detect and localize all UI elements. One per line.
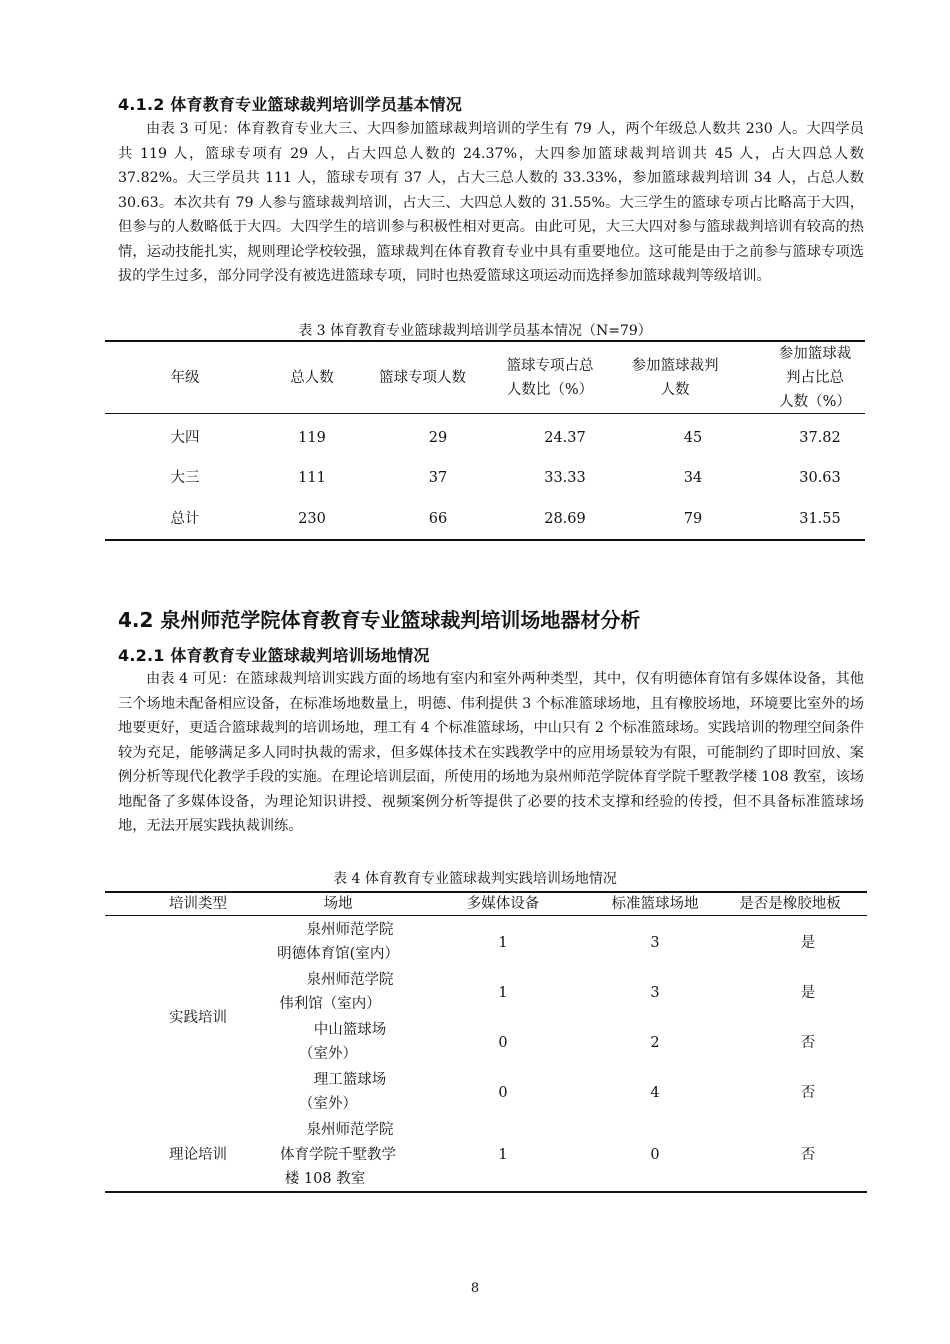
table4-row5-venue-line1: 泉州师范学院 [306, 1122, 394, 1138]
table3-header-joined-pct-line2: 判占比总 [786, 370, 844, 386]
table3-header-joined-line1: 参加篮球裁判 [631, 358, 719, 374]
table4-row3-multimedia: 0 [498, 1035, 508, 1051]
table3-row2-grade: 大三 [170, 470, 200, 486]
table4-row5-courts: 0 [650, 1147, 660, 1163]
section-heading-4-1-2: 4.1.2 体育教育专业篮球裁判培训学员基本情况 [118, 95, 462, 114]
table4-row2-rubber: 是 [800, 985, 816, 1001]
table4-row1-multimedia: 1 [498, 935, 508, 951]
table3-header-total: 总人数 [290, 370, 334, 386]
table3-row2-total: 111 [298, 470, 326, 486]
table3-header-special: 篮球专项人数 [379, 370, 466, 386]
table4-row4-multimedia: 0 [498, 1085, 508, 1101]
table4-row5-rubber: 否 [800, 1147, 816, 1163]
section-heading-4-2: 4.2 泉州师范学院体育教育专业篮球裁判培训场地器材分析 [118, 608, 641, 632]
table4-row4-courts: 4 [650, 1085, 660, 1101]
table3-row1-grade: 大四 [170, 430, 200, 446]
table4-row5-venue-line2: 体育学院千墅教学 [280, 1147, 396, 1163]
table4-header-multimedia: 多媒体设备 [466, 896, 540, 912]
section-4-1-2-paragraph: 由表 3 可见：体育教育专业大三、大四参加篮球裁判培训的学生有 79 人，两个年级总人数共 230 人。大四学员共 119 人，篮球专项有 29 人，占大四总人数的 24.37%，大四参加篮球裁判培训共 45 人，占大四总人数 37.82%。大三学员共 111 人，篮球专项有 37 人，占大三总人数的 33.33%，参加篮球裁判培训 34 人，占总人数 30.63。本次共有 79 人参与篮球裁判培训，占大三、大四总人数的 31.55%。大三学生的篮球专项占比略高于大四，但参与的人数略低于大四。大四学生的培训参与积极性相对更高。由此可见，大三大四对参与篮球裁判培训有较高的热情，运动技能扎实，规则理论学校较强，篮球裁判在体育教育专业中具有重要地位。这可能是由于之前参与篮球专项选拔的学生过多，部分同学没有被选进篮球专项，同时也热爱篮球这项运动而选择参加篮球裁判等级培训。 [118, 121, 864, 284]
table3-row3-special-pct: 28.69 [544, 511, 586, 527]
table4-row4-venue-line2: （室外） [299, 1096, 357, 1112]
table3-row3-joined: 79 [683, 511, 703, 527]
table4-row4-rubber: 否 [800, 1085, 816, 1101]
table3-header-joined-line2: 人数 [660, 382, 690, 398]
table3-header-joined-pct-line3: 人数（%） [779, 394, 851, 410]
table3-header-special-pct-line2: 人数比（%） [506, 382, 594, 398]
table4-type-practice: 实践培训 [169, 1010, 227, 1026]
table4-row3-courts: 2 [650, 1035, 660, 1051]
table3-row3-total: 230 [298, 511, 326, 527]
section-4-2-1-paragraph: 由表 4 可见：在篮球裁判培训实践方面的场地有室内和室外两种类型，其中，仅有明德体育馆有多媒体设备，其他三个场地未配备相应设备，在标准场地数量上，明德、伟利提供 3 个标准篮球场地，且有橡胶场地，环境要比室外的场地要更好，更适合篮球裁判的培训场地，理工有 4 个标准篮球场，中山只有 2 个标准篮球场。实践培训的物理空间条件较为充足，能够满足多人同时执裁的需求，但多媒体技术在实践教学中的应用场景较为有限，可能制约了即时回放、案例分析等现代化教学手段的实施。在理论培训层面，所使用的场地为泉州师范学院体育学院千墅教学楼 108 教室，该场地配备了多媒体设备，为理论知识讲授、视频案例分析等提供了必要的技术支撑和经验的传授，但不具备标准篮球场地，无法开展实践执裁训练。 [118, 671, 864, 834]
table4-row3-venue-line2: （室外） [299, 1046, 357, 1062]
table4-row2-courts: 3 [650, 985, 660, 1001]
table4-header-rubber: 是否是橡胶地板 [739, 896, 841, 912]
table4-row4-venue-line1: 理工篮球场 [313, 1072, 387, 1088]
table3-row2-joined-pct: 30.63 [799, 470, 841, 486]
table4-row1-courts: 3 [650, 935, 660, 951]
table3-row1-joined: 45 [683, 430, 703, 446]
table4-row2-multimedia: 1 [498, 985, 508, 1001]
table3-row1-total: 119 [298, 430, 326, 446]
section-heading-4-2-1: 4.2.1 体育教育专业篮球裁判培训场地情况 [118, 646, 430, 665]
table4-row3-rubber: 否 [800, 1035, 816, 1051]
table3-caption: 表 3 体育教育专业篮球裁判培训学员基本情况（N=79） [298, 323, 652, 339]
table4-header-venue: 场地 [323, 896, 353, 912]
table4-row1-rubber: 是 [800, 935, 816, 951]
table3-top-rule [105, 340, 865, 342]
table4-row5-multimedia: 1 [498, 1147, 508, 1163]
table4-row5-venue-line3: 楼 108 教室 [284, 1171, 366, 1187]
table3-header-joined-pct-line1: 参加篮球裁 [778, 346, 852, 362]
table4-row1-venue-line1: 泉州师范学院 [306, 922, 394, 938]
page-number: 8 [470, 1281, 480, 1296]
table4-caption: 表 4 体育教育专业篮球裁判实践培训场地情况 [333, 871, 617, 887]
table4-row1-venue-line2: 明德体育馆(室内） [277, 946, 399, 962]
table3-row1-special-pct: 24.37 [544, 430, 586, 446]
table3-header-rule [105, 413, 865, 414]
table4-header-type: 培训类型 [169, 896, 227, 912]
table4-bottom-rule [105, 1191, 867, 1193]
table4-type-theory: 理论培训 [169, 1147, 227, 1163]
table4-header-courts: 标准篮球场地 [611, 896, 699, 912]
table3-row2-joined: 34 [683, 470, 703, 486]
table3-row1-joined-pct: 37.82 [799, 430, 841, 446]
table3-header-special-pct-line1: 篮球专项占总 [506, 358, 594, 374]
table3-row2-special-pct: 33.33 [544, 470, 586, 486]
table4-row3-venue-line1: 中山篮球场 [313, 1022, 387, 1038]
table3-bottom-rule [105, 539, 865, 541]
table3-row2-special: 37 [428, 470, 448, 486]
table3-header-grade: 年级 [170, 370, 200, 386]
table4-row2-venue-line2: 伟利馆（室内） [279, 996, 381, 1012]
table3-row1-special: 29 [428, 430, 448, 446]
table4-row2-venue-line1: 泉州师范学院 [306, 972, 394, 988]
table3-row3-special: 66 [428, 511, 448, 527]
table3-row3-grade: 总计 [170, 511, 200, 527]
table3-row3-joined-pct: 31.55 [799, 511, 841, 527]
